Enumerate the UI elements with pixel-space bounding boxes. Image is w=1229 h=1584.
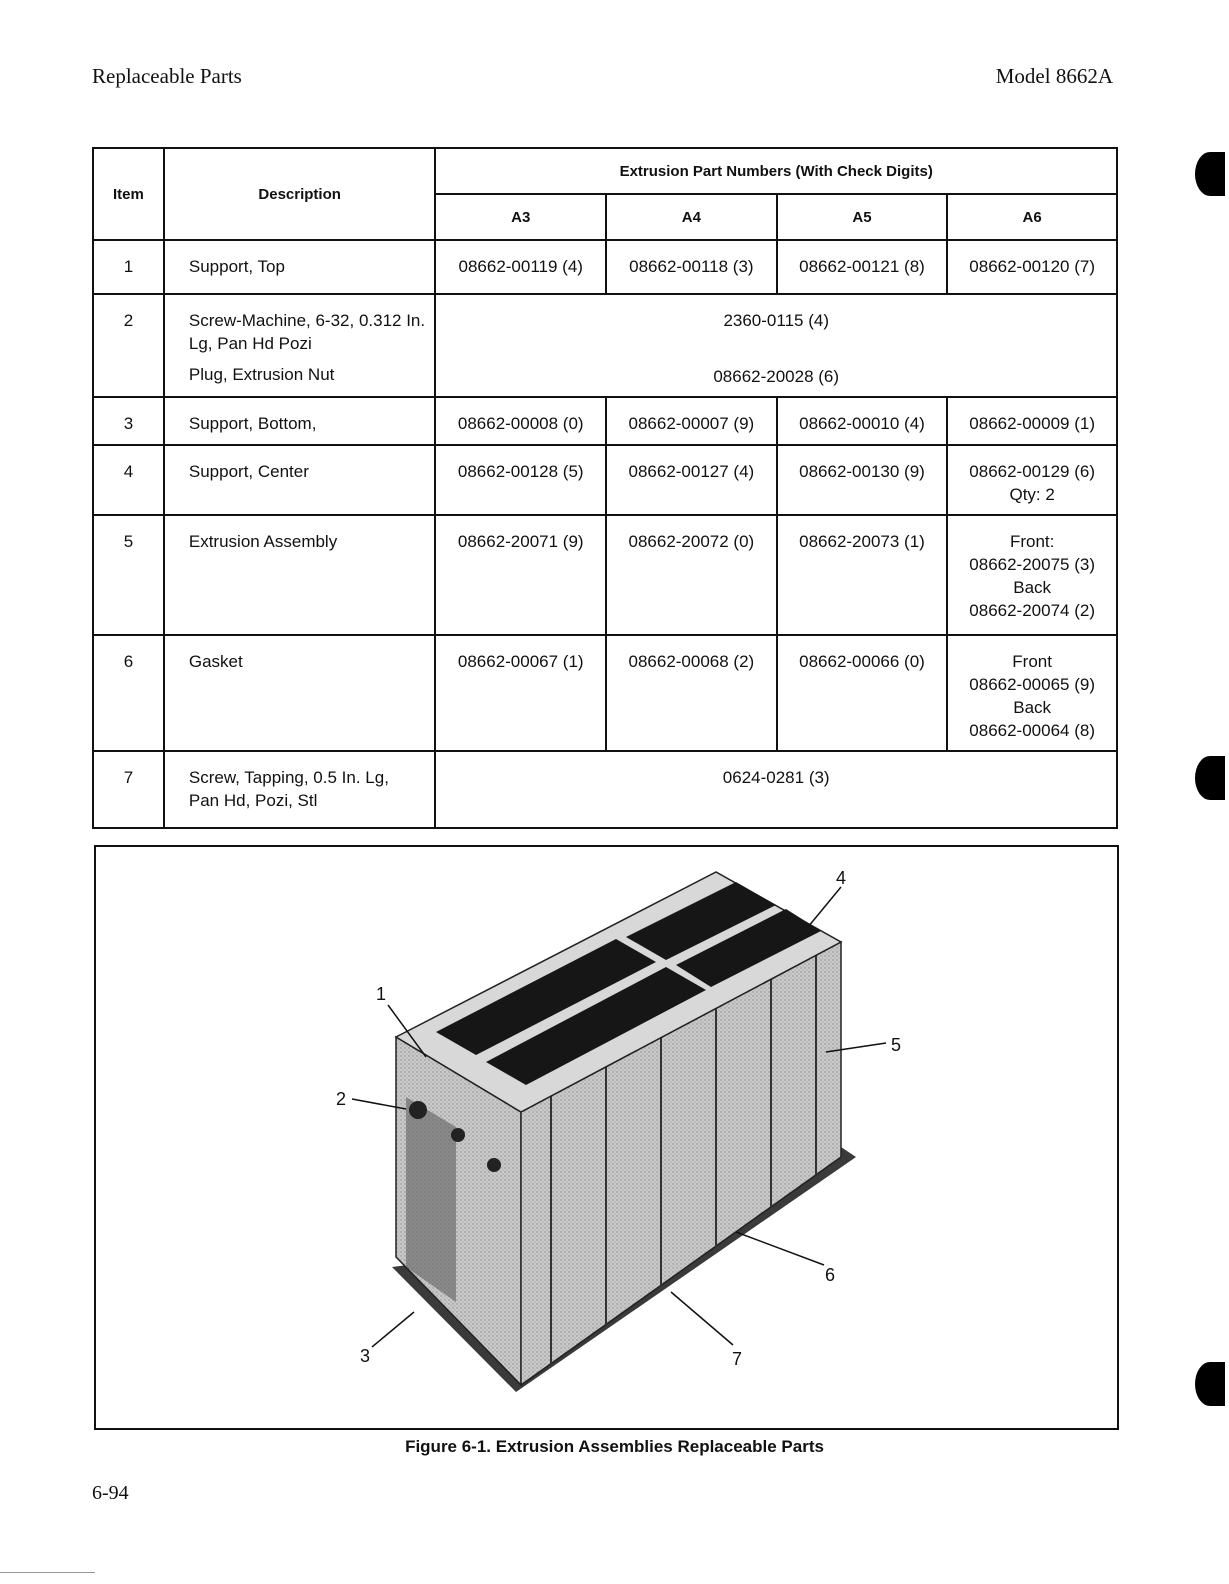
col-header-a4: A4 xyxy=(606,194,777,240)
parts-table xyxy=(92,147,1118,829)
screw xyxy=(487,1158,501,1172)
screw xyxy=(409,1101,427,1119)
col-header-a6: A6 xyxy=(947,194,1117,240)
part-a6: 08662-00009 (1) xyxy=(947,397,1117,445)
part-label: Back xyxy=(1013,698,1052,717)
part-label: Back xyxy=(1013,578,1052,597)
item-number: 5 xyxy=(93,515,164,635)
table-row xyxy=(93,515,1117,635)
description-line: Plug, Extrusion Nut xyxy=(188,365,335,384)
description: Support, Bottom, xyxy=(164,397,436,445)
punch-hole xyxy=(1195,152,1225,196)
callout-2: 2 xyxy=(336,1089,347,1109)
part-a4: 08662-00007 (9) xyxy=(606,397,777,445)
description: Gasket xyxy=(164,635,436,751)
description: Extrusion Assembly xyxy=(164,515,436,635)
part-a5: 08662-00010 (4) xyxy=(777,397,948,445)
description-line: Screw-Machine, 6-32, 0.312 In. Lg, Pan Hd Pozi xyxy=(188,311,426,353)
callout-6: 6 xyxy=(825,1265,836,1285)
item-number: 2 xyxy=(93,294,164,397)
part-a4: 08662-20072 (0) xyxy=(606,515,777,635)
callout-7: 7 xyxy=(732,1349,743,1369)
part-a4: 08662-00118 (3) xyxy=(606,240,777,294)
description: Support, Center xyxy=(164,445,436,515)
part-number: 08662-00065 (9) xyxy=(969,675,1095,694)
item-number: 4 xyxy=(93,445,164,515)
part-a3: 08662-00128 (5) xyxy=(435,445,606,515)
item-number: 3 xyxy=(93,397,164,445)
part-all-columns: 0624-0281 (3) xyxy=(435,751,1117,828)
description: Screw, Tapping, 0.5 In. Lg, Pan Hd, Pozi, Stl xyxy=(164,751,436,828)
col-header-group: Extrusion Part Numbers (With Check Digits) xyxy=(435,148,1117,194)
table-row xyxy=(93,240,1117,294)
part-a3: 08662-00008 (0) xyxy=(435,397,606,445)
item-number: 7 xyxy=(93,751,164,828)
part-label: Front: xyxy=(1009,532,1055,551)
part-number: 08662-20074 (2) xyxy=(969,601,1095,620)
item-number: 1 xyxy=(93,240,164,294)
part-a4: 08662-00127 (4) xyxy=(606,445,777,515)
footer-rule xyxy=(0,1572,95,1573)
description: Support, Top xyxy=(164,240,436,294)
leader-line xyxy=(736,1232,824,1265)
page-number: 6-94 xyxy=(92,1482,129,1504)
punch-hole xyxy=(1195,1362,1225,1406)
punch-hole xyxy=(1195,756,1225,800)
part-a6: 08662-00120 (7) xyxy=(947,240,1117,294)
table-row xyxy=(93,445,1117,515)
col-header-item: Item xyxy=(93,148,164,240)
quantity: Qty: 2 xyxy=(1009,485,1055,504)
part-number: 2360-0115 (4) xyxy=(723,311,829,330)
col-header-description: Description xyxy=(164,148,436,240)
part-a6 xyxy=(947,515,1117,635)
figure-box xyxy=(94,845,1119,1430)
leader-line xyxy=(671,1292,733,1345)
callout-4: 4 xyxy=(836,868,847,888)
col-header-a3: A3 xyxy=(435,194,606,240)
part-a6 xyxy=(947,635,1117,751)
part-all-columns xyxy=(435,294,1117,397)
callout-1: 1 xyxy=(376,984,387,1004)
leader-line xyxy=(808,887,841,927)
figure-caption: Figure 6-1. Extrusion Assemblies Replaceable Parts xyxy=(405,1437,824,1456)
part-a3: 08662-00067 (1) xyxy=(435,635,606,751)
table-row xyxy=(93,397,1117,445)
part-a6 xyxy=(947,445,1117,515)
callout-3: 3 xyxy=(360,1346,371,1366)
part-a5: 08662-00130 (9) xyxy=(777,445,948,515)
extrusion-assembly-illustration xyxy=(96,847,1117,1428)
end-plate-shadow xyxy=(406,1097,456,1302)
running-header-left: Replaceable Parts xyxy=(92,64,242,88)
table-row xyxy=(93,635,1117,751)
part-number: 08662-20028 (6) xyxy=(713,367,840,386)
part-number: 08662-00064 (8) xyxy=(969,721,1095,740)
description xyxy=(164,294,436,397)
running-header-right: Model 8662A xyxy=(995,64,1113,88)
part-label: Front xyxy=(1012,652,1052,671)
col-header-a5: A5 xyxy=(777,194,948,240)
part-a5: 08662-20073 (1) xyxy=(777,515,948,635)
part-a4: 08662-00068 (2) xyxy=(606,635,777,751)
screw xyxy=(451,1128,465,1142)
part-a3: 08662-00119 (4) xyxy=(435,240,606,294)
table-row xyxy=(93,294,1117,397)
part-number: 08662-00129 (6) xyxy=(969,462,1095,481)
item-number: 6 xyxy=(93,635,164,751)
part-a5: 08662-00121 (8) xyxy=(777,240,948,294)
part-a5: 08662-00066 (0) xyxy=(777,635,948,751)
part-a3: 08662-20071 (9) xyxy=(435,515,606,635)
table-row xyxy=(93,751,1117,828)
part-number: 08662-20075 (3) xyxy=(969,555,1095,574)
leader-line xyxy=(372,1312,414,1347)
callout-5: 5 xyxy=(891,1035,902,1055)
